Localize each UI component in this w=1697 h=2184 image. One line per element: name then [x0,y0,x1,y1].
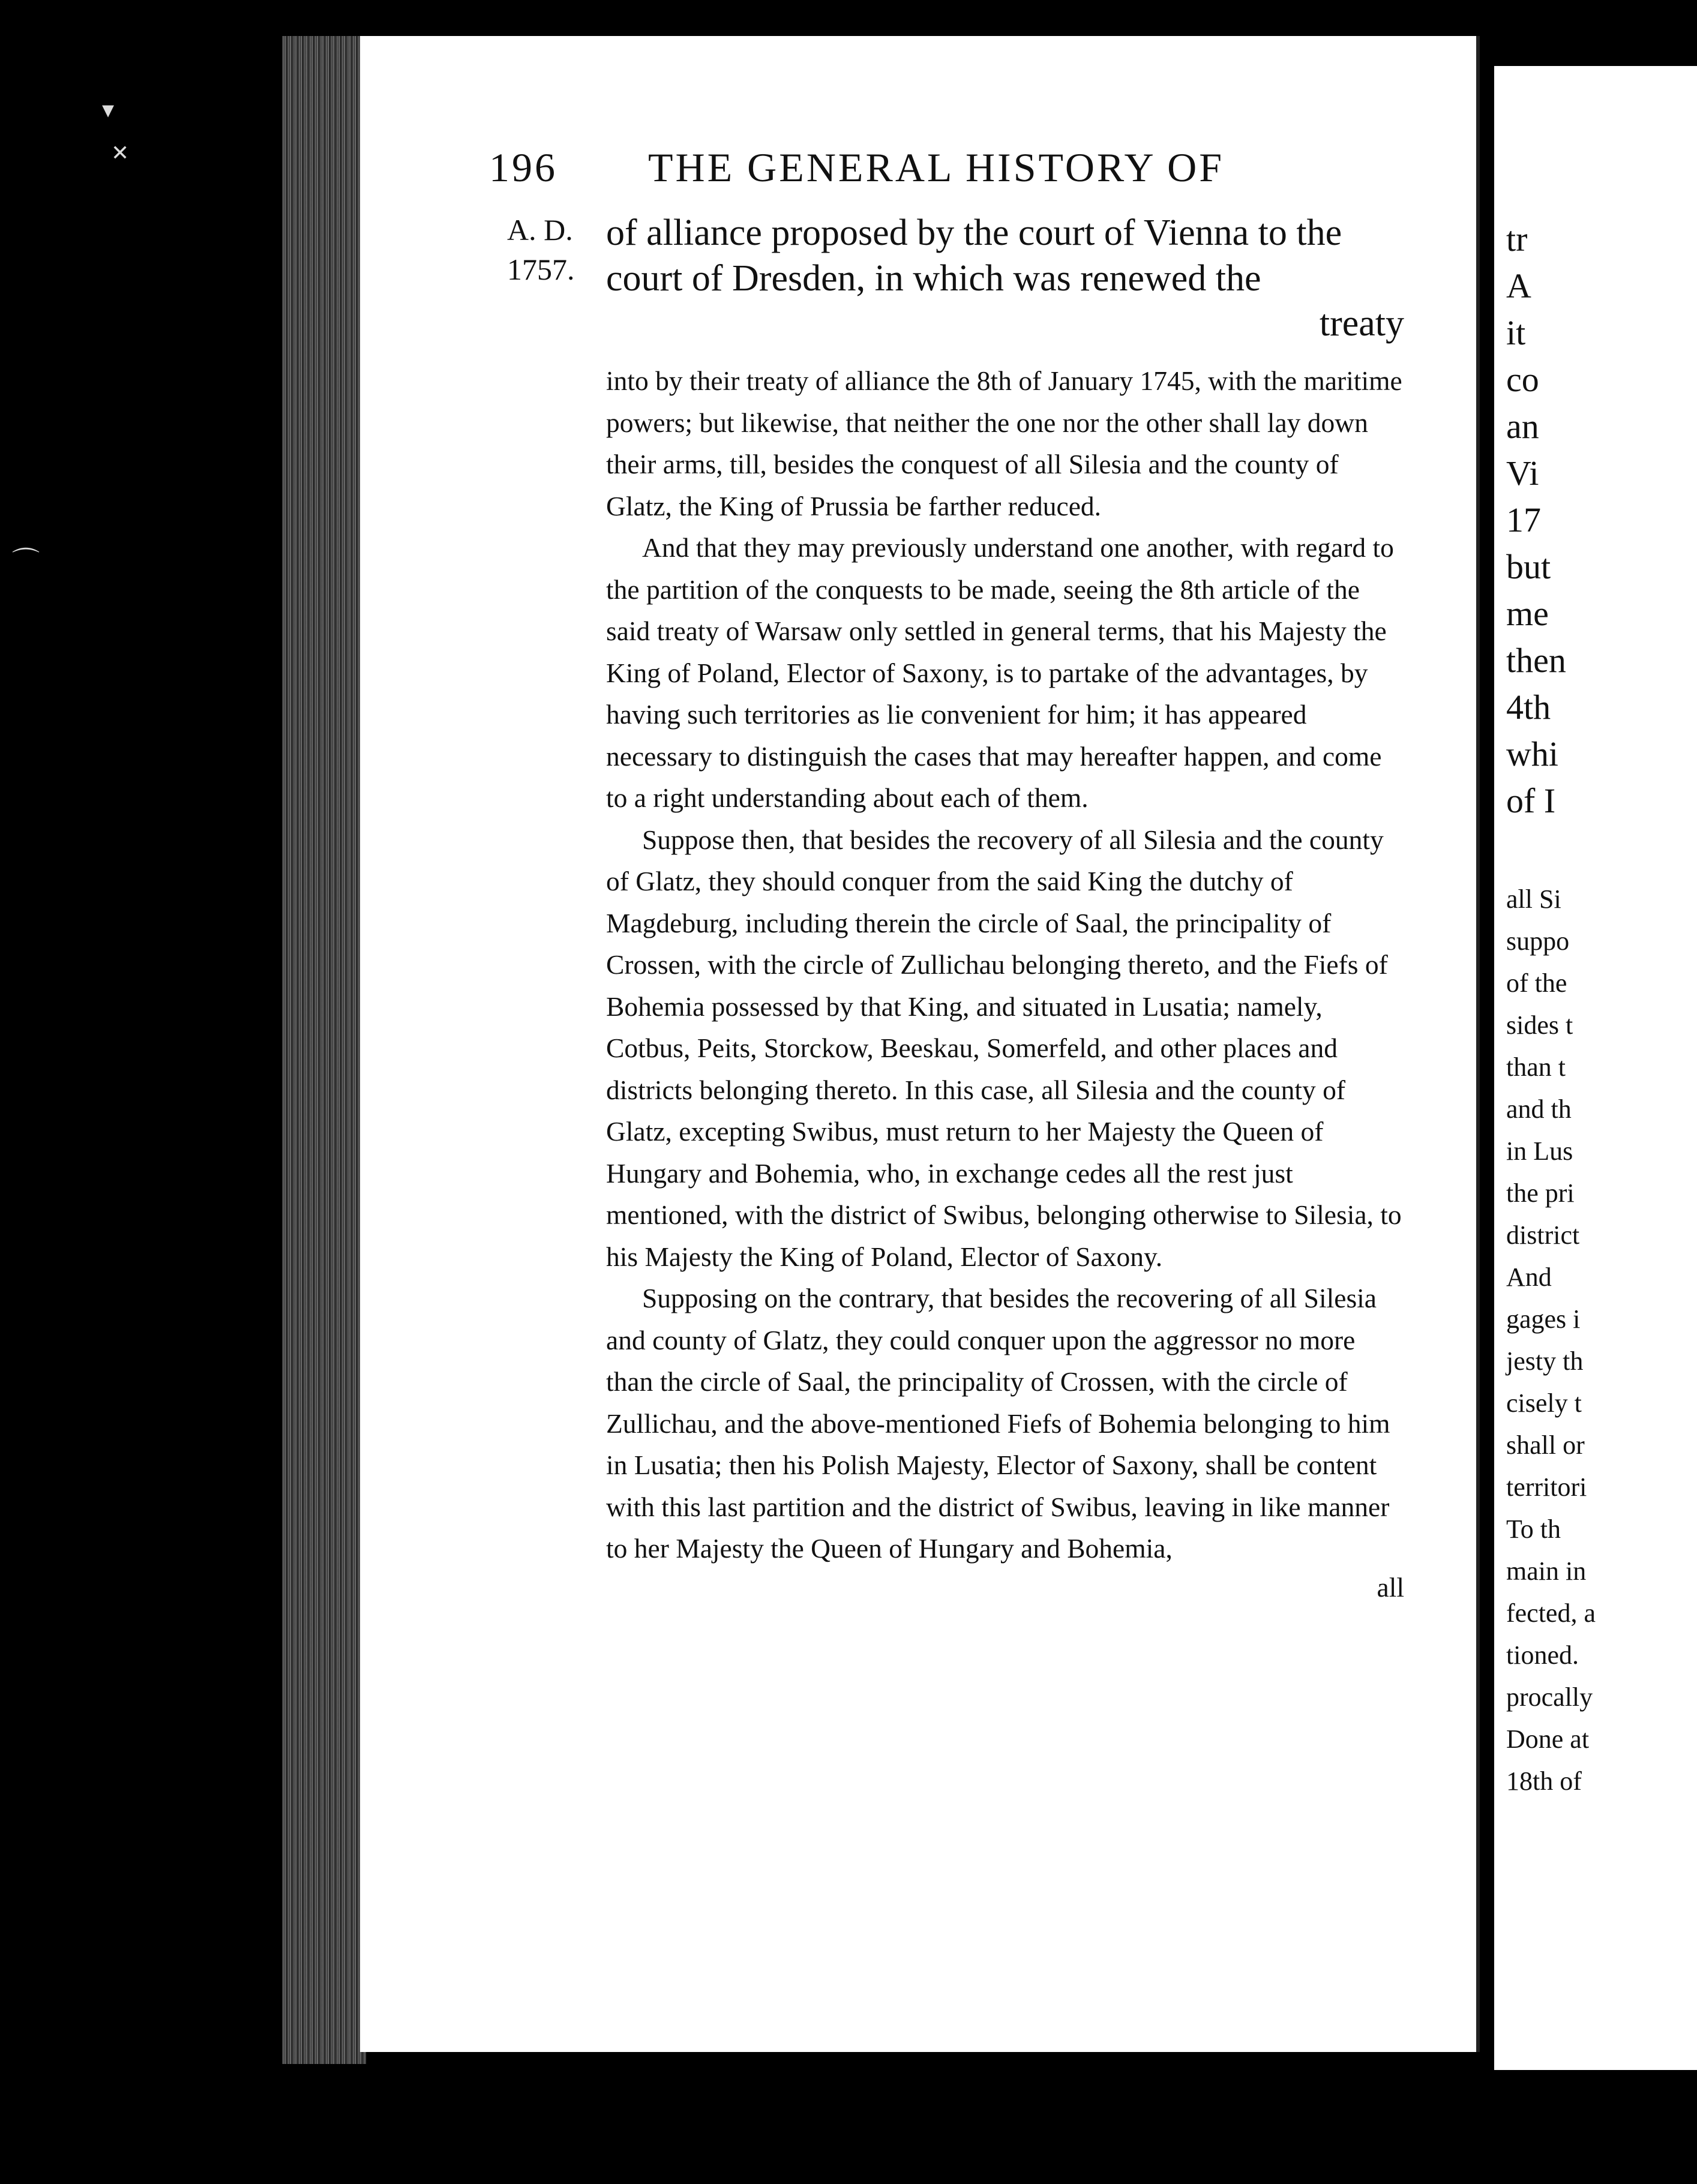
right-page-fragment [1494,66,1697,2070]
catchword-bottom: all [1377,1571,1404,1603]
right-line: than t [1506,1052,1566,1082]
right-line: 18th of [1506,1766,1582,1796]
right-line: procally [1506,1682,1593,1712]
body-text [606,210,1404,1606]
page-number: 196 [489,145,557,190]
right-line: And [1506,1262,1552,1292]
right-line: gages i [1506,1304,1581,1334]
right-line: co [1506,360,1539,399]
right-page-text [1506,216,1596,1802]
right-line: it [1506,313,1526,352]
right-line: district [1506,1220,1580,1250]
right-line: To th [1506,1514,1561,1544]
margin-date-note [507,210,575,289]
right-line: tr [1506,220,1528,259]
right-line: then [1506,641,1566,680]
scan-speck-mark: ▾ [102,96,115,124]
lead-text: of alliance proposed by the court of Vienna to the court of Dresden, in which was renewed the [606,212,1342,299]
right-line: Done at [1506,1724,1590,1754]
left-page [360,36,1480,2052]
paragraph: Suppose then, that besides the recovery of all Silesia and the county of Glatz, they should conquer from the said King the dutchy of Magdeburg, including therein the circle of Saal, the principality of Crossen, with the circle of Zullichau belonging thereto, and the Fiefs of Bohemia possessed by that King, and situated in Lusatia; namely, Cotbus, Peits, Storckow, Beeskau, Somerfeld, and other places and districts belonging thereto. In this case, all Silesia and the county of Glatz, excepting Swibus, must return to her Majesty the Queen of Hungary and Bohemia, who, in exchange cedes all the rest just mentioned, with the district of Swibus, belonging otherwise to Silesia, to his Majesty the King of Poland, Elector of Saxony. [606,824,1402,1272]
right-line: Vi [1506,454,1539,493]
right-line: jesty th [1506,1346,1584,1376]
right-line: the pri [1506,1178,1575,1208]
right-line: shall or [1506,1430,1585,1460]
right-line: but [1506,547,1551,586]
right-line: 4th [1506,688,1551,727]
right-line: whi [1506,734,1558,773]
catchword-top: treaty [1319,303,1404,344]
book-page-edges [282,36,366,2064]
right-line: fected, a [1506,1598,1596,1628]
scan-speck-mark: ⌒ [12,545,40,578]
paragraph: Supposing on the contrary, that besides the recovering of all Silesia and county of Glatz, they could conquer upon the aggressor no more than the circle of Saal, the principality of Crossen, with the circle of Zullichau, and the above-mentioned Fiefs of Bohemia belonging to him in Lusatia; then his Polish Majesty, Elector of Saxony, shall be content with this last partition and the district of Swibus, leaving in like manner to her Majesty the Queen of Hungary and Bohemia, [606,1283,1390,1564]
paragraph: And that they may previously understand one another, with regard to the partition of the conquests to be made, seeing the 8th article of the said treaty of Warsaw only settled in general terms, that his Majesty the King of Poland, Elector of Saxony, is to partake of the advantages, by having such territories as lie convenient for him; it has appeared necessary to distinguish the cases that may hereafter happen, and come to a right understanding about each of them. [606,532,1394,813]
right-line: an [1506,407,1539,446]
paragraph: into by their treaty of alliance the 8th of January 1745, with the maritime powers; but likewise, that neither the one nor the other shall lay down their arms, till, besides the conquest of all Silesia and the county of Glatz, the King of Prussia be farther reduced. [606,365,1402,521]
scan-speck-mark: ✕ [111,141,130,166]
right-line: 17 [1506,500,1541,539]
right-line: A [1506,266,1531,305]
margin-ad-label: A. D. [507,213,573,247]
right-line: tioned. [1506,1640,1579,1670]
right-line: cisely t [1506,1388,1582,1418]
right-line: suppo [1506,926,1570,956]
right-line: of I [1506,781,1556,820]
right-line: me [1506,594,1549,633]
right-line: and th [1506,1094,1572,1124]
running-title: THE GENERAL HISTORY OF [648,145,1225,190]
right-line: main in [1506,1556,1587,1586]
right-line: in Lus [1506,1136,1573,1166]
right-line: all Si [1506,884,1561,914]
margin-year: 1757. [507,253,575,286]
right-line: of the [1506,968,1567,998]
right-line: territori [1506,1472,1587,1502]
right-line: sides t [1506,1010,1573,1040]
